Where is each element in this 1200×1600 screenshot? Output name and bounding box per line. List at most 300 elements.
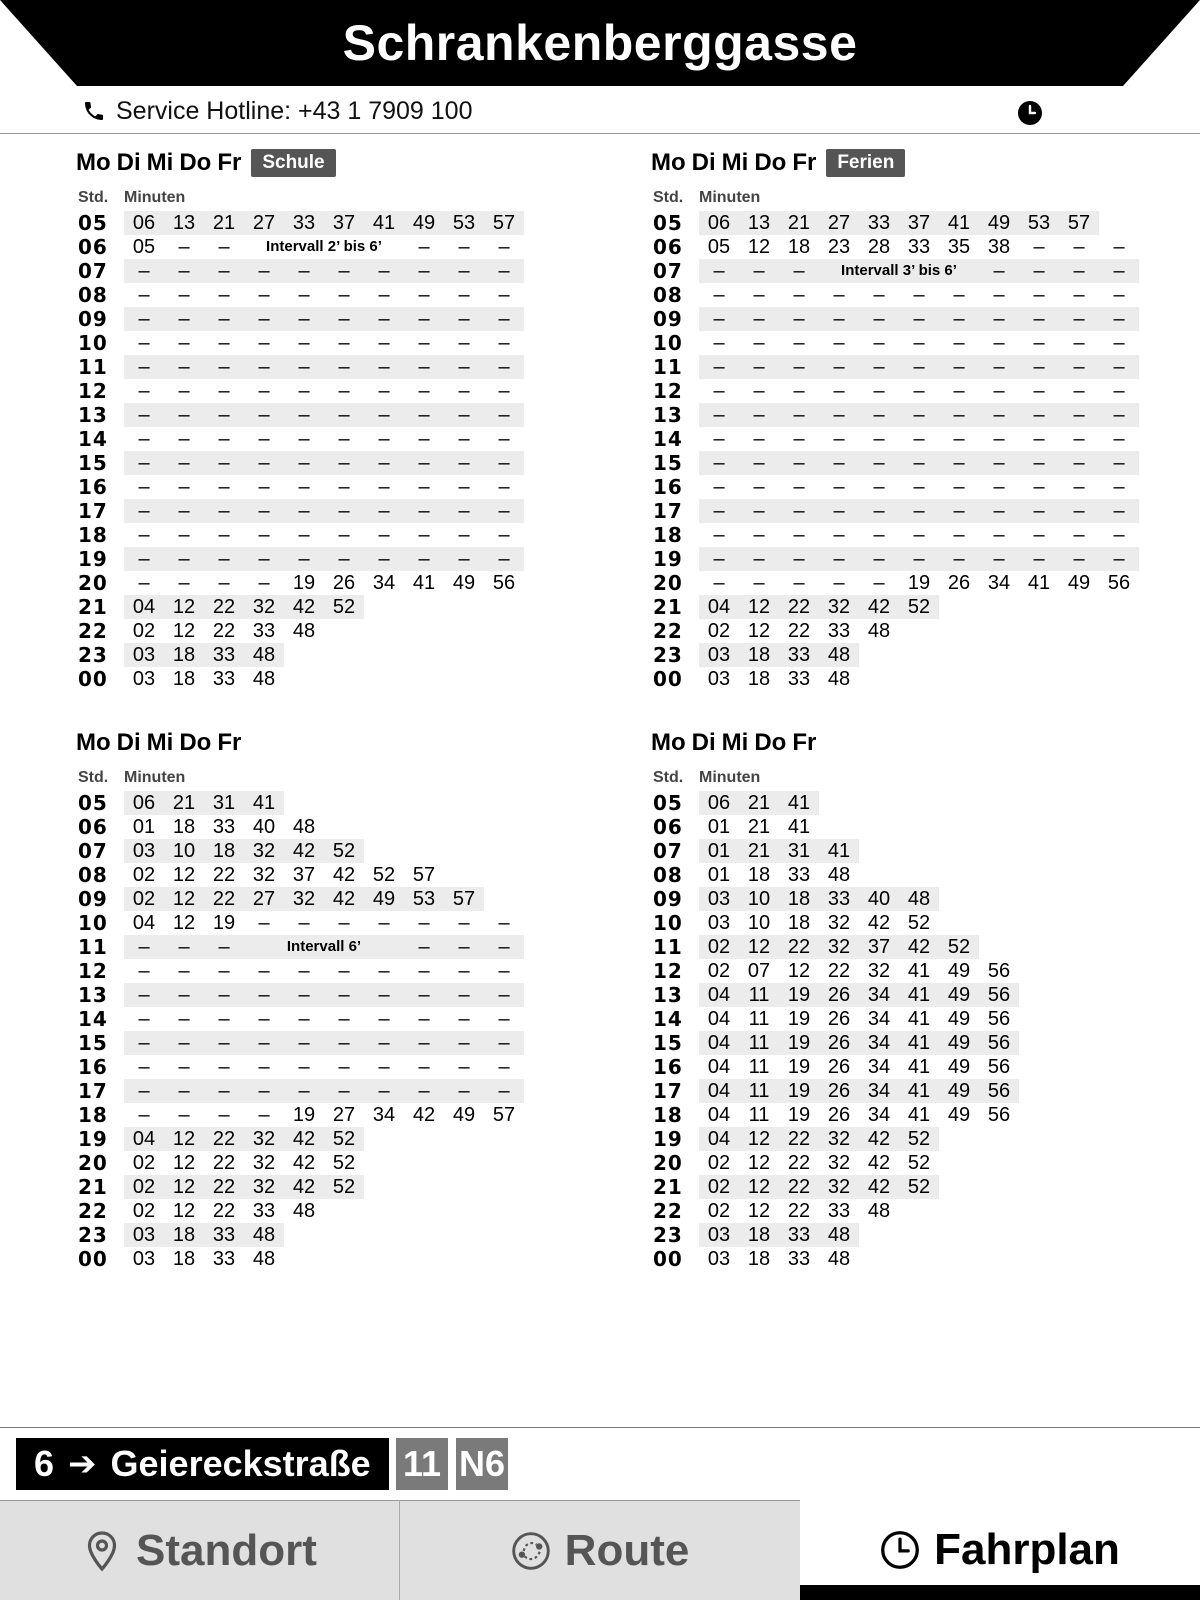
departure-minute: – (338, 1056, 350, 1078)
departure-minute: – (364, 355, 404, 379)
departure-minute: – (258, 1056, 270, 1078)
departure-minute: 49 (939, 1079, 979, 1103)
departure-minute: – (1019, 307, 1059, 331)
departure-minute: – (498, 236, 510, 258)
departure-minute: – (444, 307, 484, 331)
hour-label: 11 (653, 355, 683, 379)
departure-minute: – (178, 476, 190, 498)
departure-minute: 32 (827, 1152, 851, 1174)
departure-minute: – (284, 259, 324, 283)
departure-minute: 12 (739, 1175, 779, 1199)
departure-minute: 33 (212, 816, 236, 838)
departure-minute: 34 (867, 1008, 891, 1030)
departure-minute: – (899, 547, 939, 571)
hour-label: 17 (653, 499, 683, 523)
departure-minute: – (699, 259, 739, 283)
departure-minute: 42 (324, 887, 364, 911)
departure-minute: – (178, 284, 190, 306)
departure-minute: 49 (947, 1104, 971, 1126)
departure-minute: 13 (739, 211, 779, 235)
departure-minute: 31 (779, 839, 819, 863)
departure-minute: – (993, 524, 1005, 546)
departure-minute: 19 (907, 572, 931, 594)
departure-minute: 32 (252, 864, 276, 886)
departure-minute: 12 (172, 1200, 196, 1222)
departure-minute: – (124, 451, 164, 475)
timetable-row (76, 619, 616, 643)
hour-label: 13 (78, 983, 108, 1007)
timetable-row (76, 839, 616, 863)
departure-minute: – (873, 380, 885, 402)
departure-minute: – (1033, 524, 1045, 546)
departure-minute: 42 (284, 839, 324, 863)
tab-label: Standort (136, 1525, 317, 1575)
departure-minute: 18 (787, 912, 811, 934)
departure-minute: – (178, 428, 190, 450)
departure-minute: – (178, 236, 190, 258)
departure-minute: – (779, 259, 819, 283)
weekday-label: Di (691, 149, 716, 176)
departure-minute: 26 (819, 1079, 859, 1103)
timetable-row (651, 791, 1191, 815)
departure-minute: – (244, 259, 284, 283)
weekday-label: Do (754, 149, 787, 176)
departure-minute: – (939, 451, 979, 475)
departure-minute: – (713, 380, 725, 402)
departure-minute: – (164, 259, 204, 283)
hour-label: 20 (653, 1151, 683, 1175)
departure-minute: 18 (172, 1248, 196, 1270)
departure-minute: 27 (819, 211, 859, 235)
departure-minute: – (258, 912, 270, 934)
departure-minute: 02 (124, 887, 164, 911)
timetable-row (651, 1103, 1191, 1127)
departure-minute: – (298, 1056, 310, 1078)
departure-minute: 42 (899, 935, 939, 959)
departure-minute: – (244, 451, 284, 475)
departure-minute: – (1099, 451, 1139, 475)
departure-minute: 06 (124, 211, 164, 235)
departure-minute: – (218, 332, 230, 354)
departure-minute: – (739, 403, 779, 427)
timetable-row (76, 863, 616, 887)
interval-note: Intervall 3’ bis 6’ (819, 259, 979, 283)
departure-minute: – (1113, 524, 1125, 546)
departure-minute: – (1099, 403, 1139, 427)
hour-label: 09 (653, 887, 683, 911)
departure-minute: – (739, 307, 779, 331)
departure-minute: – (739, 259, 779, 283)
departure-minute: 21 (739, 839, 779, 863)
departure-minute: – (298, 960, 310, 982)
timetable-row (76, 595, 616, 619)
timetable-row (76, 791, 616, 815)
departure-minute: 52 (899, 595, 939, 619)
departure-minute: – (284, 403, 324, 427)
departure-minute: – (218, 572, 230, 594)
departure-minute: 02 (699, 935, 739, 959)
departure-minute: 33 (779, 1223, 819, 1247)
departure-minute: – (444, 499, 484, 523)
departure-minute: – (1019, 403, 1059, 427)
departure-minute: – (218, 284, 230, 306)
departure-minute: 53 (404, 887, 444, 911)
departure-minute: – (484, 1079, 524, 1103)
hour-label: 05 (653, 791, 683, 815)
departure-minute: – (324, 403, 364, 427)
timetable-row (651, 1175, 1191, 1199)
departure-minute: 35 (947, 236, 971, 258)
timetable-row (651, 935, 1191, 959)
departure-minute: – (939, 403, 979, 427)
departure-minute: 32 (827, 912, 851, 934)
hour-label: 18 (78, 1103, 108, 1127)
departure-minute: 49 (364, 887, 404, 911)
departure-minute: – (484, 499, 524, 523)
departure-minute: – (258, 572, 270, 594)
departure-minute: – (739, 547, 779, 571)
timetable-row (76, 1199, 616, 1223)
departure-minute: 05 (707, 236, 731, 258)
departure-minute: 18 (172, 816, 196, 838)
departure-minute: 49 (947, 1056, 971, 1078)
column-headers (651, 769, 1191, 789)
timetable-row (76, 1055, 616, 1079)
departure-minute: 32 (244, 1175, 284, 1199)
departure-minute: 21 (164, 791, 204, 815)
departure-minute: – (779, 547, 819, 571)
departure-minute: 48 (252, 1248, 276, 1270)
hour-label: 15 (653, 1031, 683, 1055)
departure-minute: – (164, 547, 204, 571)
departure-minute: – (913, 428, 925, 450)
departure-minute: – (458, 1056, 470, 1078)
departure-minute: 49 (939, 1031, 979, 1055)
departure-minute: 11 (748, 1104, 770, 1126)
departure-minute: 49 (452, 1104, 476, 1126)
departure-minute: 22 (204, 1127, 244, 1151)
weekday-label: Di (691, 729, 716, 756)
departure-minute: – (324, 499, 364, 523)
departure-minute: – (378, 1008, 390, 1030)
other-line-badge[interactable]: 11 (396, 1438, 448, 1490)
departure-minute: – (458, 236, 470, 258)
departure-minute: 22 (204, 595, 244, 619)
departure-minute: 49 (404, 211, 444, 235)
timetable-row (651, 863, 1191, 887)
departure-minute: 40 (252, 816, 276, 838)
hour-column-header: Std. (653, 769, 684, 786)
departure-minute: – (218, 476, 230, 498)
departure-minute: 21 (779, 211, 819, 235)
hour-column-header: Std. (653, 189, 684, 206)
timetable-row (651, 355, 1191, 379)
timetable-row (651, 451, 1191, 475)
timetable-row (76, 1103, 616, 1127)
departure-minute: – (204, 499, 244, 523)
header-divider (0, 133, 1200, 134)
timetable-row (76, 259, 616, 283)
departure-minute: 52 (939, 935, 979, 959)
departure-minute: 48 (252, 668, 276, 690)
hour-label: 18 (653, 1103, 683, 1127)
timetable-panel-holidays (651, 145, 1191, 691)
departure-minute: – (324, 307, 364, 331)
departure-minute: – (138, 284, 150, 306)
departure-minute: 18 (164, 643, 204, 667)
departure-minute: – (258, 428, 270, 450)
departure-minute: – (899, 451, 939, 475)
departure-minute: 22 (779, 1175, 819, 1199)
departure-minute: – (258, 284, 270, 306)
departure-minute: 22 (212, 1152, 236, 1174)
departure-minute: 56 (987, 1056, 1011, 1078)
departure-minute: 01 (699, 839, 739, 863)
departure-minute: – (378, 912, 390, 934)
departure-minute: – (124, 983, 164, 1007)
departure-minute: – (404, 355, 444, 379)
hour-label: 13 (653, 983, 683, 1007)
departure-minute: – (979, 403, 1019, 427)
departure-minute: – (404, 547, 444, 571)
hour-label: 11 (78, 355, 108, 379)
departure-minute: 04 (124, 595, 164, 619)
departure-minute: 22 (204, 1175, 244, 1199)
departure-minute: – (444, 403, 484, 427)
departure-minute: – (713, 428, 725, 450)
departure-minute: 48 (827, 1248, 851, 1270)
departure-minute: – (218, 524, 230, 546)
departure-minute: – (444, 259, 484, 283)
departure-minute: 18 (164, 1223, 204, 1247)
departure-minute: 42 (859, 595, 899, 619)
departure-minute: 18 (787, 236, 811, 258)
departure-minute: 41 (939, 211, 979, 235)
departure-minute: 18 (747, 1248, 771, 1270)
hour-label: 08 (78, 863, 108, 887)
departure-minute: – (418, 428, 430, 450)
minutes-column-header: Minuten (124, 189, 186, 206)
tab-route[interactable] (400, 1500, 800, 1600)
timetable-row (651, 1127, 1191, 1151)
hour-label: 06 (78, 235, 108, 259)
departure-minute: 48 (899, 887, 939, 911)
departure-minute: 04 (132, 912, 156, 934)
departure-minute: – (873, 428, 885, 450)
departure-minute: 26 (332, 572, 356, 594)
departure-minute: 42 (867, 1152, 891, 1174)
departure-minute: 04 (699, 1031, 739, 1055)
departure-minute: – (713, 284, 725, 306)
departure-minute: – (338, 332, 350, 354)
departure-minute: – (699, 403, 739, 427)
arrow-right-icon: ➔ (68, 1445, 97, 1483)
departure-minute: – (364, 983, 404, 1007)
hour-label: 14 (78, 427, 108, 451)
hour-label: 08 (653, 863, 683, 887)
departure-minute: – (713, 332, 725, 354)
departure-minute: – (833, 476, 845, 498)
departure-minute: 12 (747, 236, 771, 258)
timetable-row (76, 667, 616, 691)
departure-minute: 18 (779, 887, 819, 911)
departure-minute: 05 (132, 236, 156, 258)
departure-minute: – (779, 355, 819, 379)
departure-minute: – (979, 451, 1019, 475)
other-line-badge[interactable]: N6 (456, 1438, 508, 1490)
departure-minute: 41 (907, 1056, 931, 1078)
weekday-label: Mi (146, 149, 174, 176)
departure-minute: 53 (1019, 211, 1059, 235)
departure-minute: – (458, 524, 470, 546)
departure-minute: 33 (819, 887, 859, 911)
hotline-text: Service Hotline: +43 1 7909 100 (116, 96, 473, 125)
departure-minute: 52 (324, 595, 364, 619)
departure-minute: 12 (747, 620, 771, 642)
departure-minute: – (484, 403, 524, 427)
departure-minute: – (753, 380, 765, 402)
departure-minute: 26 (947, 572, 971, 594)
departure-minute: – (364, 259, 404, 283)
departure-minute: 56 (987, 960, 1011, 982)
departure-minute: – (713, 524, 725, 546)
departure-minute: – (953, 428, 965, 450)
departure-minute: – (258, 476, 270, 498)
departure-minute: – (753, 284, 765, 306)
departure-minute: – (178, 524, 190, 546)
service-hotline[interactable] (82, 92, 473, 130)
departure-minute: – (1059, 451, 1099, 475)
departure-minute: 02 (707, 960, 731, 982)
tab-standort[interactable] (0, 1500, 399, 1600)
departure-minute: – (418, 380, 430, 402)
departure-minute: – (138, 572, 150, 594)
minutes-column-header: Minuten (699, 189, 761, 206)
departure-minute: 03 (699, 1223, 739, 1247)
departure-minute: 11 (739, 1079, 779, 1103)
departure-minute: – (164, 935, 204, 959)
timetable-row (76, 1007, 616, 1031)
departure-minute: – (484, 307, 524, 331)
departure-minute: – (793, 284, 805, 306)
departure-minute: – (218, 380, 230, 402)
departure-minute: 11 (739, 983, 779, 1007)
timetable-panel-weekday-2 (651, 725, 1191, 1271)
departure-minute: – (218, 1104, 230, 1126)
departure-minute: 33 (787, 1248, 811, 1270)
departure-minute: – (498, 428, 510, 450)
departure-minute: 22 (779, 935, 819, 959)
departure-minute: – (713, 476, 725, 498)
departure-minute: – (444, 1031, 484, 1055)
hour-label: 21 (78, 595, 108, 619)
timetable-row (76, 1175, 616, 1199)
departure-minute: – (699, 547, 739, 571)
departure-minute: – (124, 307, 164, 331)
departure-minute: 19 (779, 1079, 819, 1103)
departure-minute: – (484, 547, 524, 571)
timetable-row (651, 959, 1191, 983)
panel-days (651, 725, 1191, 761)
departure-minute: 32 (284, 887, 324, 911)
departure-minute: 03 (132, 1248, 156, 1270)
timetable-row (76, 403, 616, 427)
departure-minute: – (284, 1031, 324, 1055)
departure-minute: – (298, 332, 310, 354)
weekday-label: Fr (217, 149, 242, 176)
timetable-row (76, 815, 616, 839)
departure-minute: – (138, 380, 150, 402)
departure-minute: 52 (907, 912, 931, 934)
panel-days (651, 145, 1191, 181)
departure-minute: – (364, 499, 404, 523)
hour-label: 19 (653, 547, 683, 571)
departure-minute: – (899, 355, 939, 379)
departure-minute: – (873, 332, 885, 354)
departure-minute: – (753, 572, 765, 594)
departure-minute: 33 (859, 211, 899, 235)
departure-minute: 48 (867, 1200, 891, 1222)
departure-minute: 57 (492, 1104, 516, 1126)
departure-minute: – (138, 524, 150, 546)
departure-minute: 52 (907, 1152, 931, 1174)
departure-minute: 56 (987, 1104, 1011, 1126)
departure-minute: – (1073, 236, 1085, 258)
departure-minute: – (1099, 547, 1139, 571)
departure-minute: – (404, 499, 444, 523)
departure-minute: 04 (707, 1056, 731, 1078)
departure-minute: 41 (907, 1008, 931, 1030)
departure-minute: 33 (204, 1223, 244, 1247)
departure-minute: – (458, 332, 470, 354)
departure-minute: 03 (124, 1223, 164, 1247)
departure-minute: – (258, 1008, 270, 1030)
departure-minute: 18 (739, 643, 779, 667)
departure-minute: 27 (244, 887, 284, 911)
departure-minute: – (418, 1056, 430, 1078)
departure-minute: – (498, 1008, 510, 1030)
departure-minute: – (1099, 355, 1139, 379)
departure-minute: 52 (324, 1175, 364, 1199)
departure-minute: – (324, 1079, 364, 1103)
departure-minute: 41 (787, 816, 811, 838)
timetable-row (76, 211, 616, 235)
departure-minute: 02 (707, 620, 731, 642)
hour-label: 19 (78, 547, 108, 571)
departure-minute: 12 (172, 912, 196, 934)
departure-minute: – (1059, 307, 1099, 331)
timetable-row (76, 1127, 616, 1151)
departure-minute: – (178, 1104, 190, 1126)
departure-minute: – (993, 284, 1005, 306)
departure-minute: 57 (444, 887, 484, 911)
departure-minute: – (284, 547, 324, 571)
departure-minute: – (833, 284, 845, 306)
departure-minute: – (1113, 332, 1125, 354)
departure-minute: 03 (699, 887, 739, 911)
hour-label: 15 (78, 1031, 108, 1055)
departure-minute: – (793, 380, 805, 402)
hour-label: 13 (78, 403, 108, 427)
hour-label: 11 (653, 935, 683, 959)
departure-minute: – (1073, 476, 1085, 498)
hour-label: 05 (78, 791, 108, 815)
departure-minute: 04 (699, 1127, 739, 1151)
line-destination: Geiereckstraße (110, 1443, 371, 1484)
departure-minute: 12 (787, 960, 811, 982)
departure-minute: – (498, 524, 510, 546)
hour-label: 10 (78, 331, 108, 355)
